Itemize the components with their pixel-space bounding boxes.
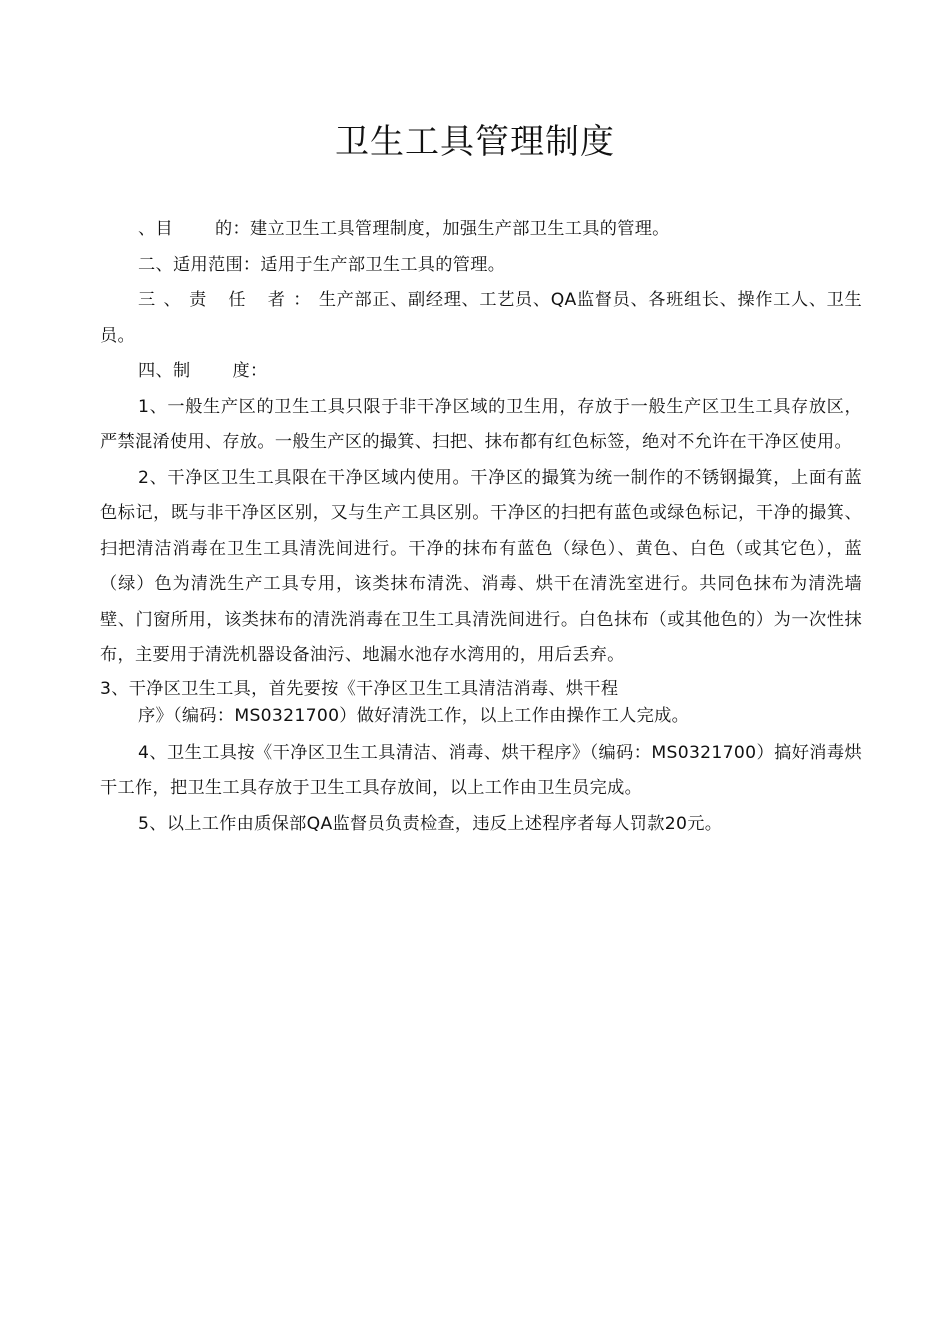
rules-heading-label-b: 度： [232, 361, 268, 381]
rule-5-paragraph: 5、以上工作由质保部QA监督员负责检查，违反上述程序者每人罚款20元。 [138, 813, 723, 834]
responsible-paragraph [100, 283, 862, 354]
purpose-paragraph [100, 212, 862, 248]
scope-paragraph [100, 248, 862, 284]
rule-3-line-1: 3、干净区卫生工具，首先要按《干净区卫生工具清洁消毒、烘干程 [100, 678, 619, 699]
purpose-text: 建立卫生工具管理制度，加强生产部卫生工具的管理。 [249, 219, 670, 239]
document-title: 卫生工具管理制度 [335, 122, 615, 162]
rule-1-paragraph: 1、一般生产区的卫生工具只限于非干净区域的卫生用，存放于一般生产区卫生工具存放区，严禁混淆使用、存放。一般生产区的撮箕、扫把、抹布都有红色标签，绝对不允许在干净区使用。 [100, 396, 862, 452]
purpose-label-a: 、目 [138, 219, 173, 239]
rule-3-line-2: 序》（编码：MS0321700）做好清洗工作，以上工作由操作工人完成。 [138, 705, 690, 726]
responsible-text: 生产部正、副经理、工艺员、QA监督员、各班组长、操作工人、卫生员。 [100, 290, 862, 346]
rule-3-paragraph [100, 676, 862, 730]
scope-text: 适用于生产部卫生工具的管理。 [260, 254, 506, 275]
rule-2-paragraph: 2、干净区卫生工具限在干净区域内使用。干净区的撮箕为统一制作的不锈钢撮箕，上面有蓝色标记，既与非干净区区别，又与生产工具区别。干净区的扫把有蓝色或绿色标记，干净的撮箕、扫把清洁消毒在卫生工具清洗间进行。干净的抹布有蓝色（绿色）、黄色、白色（或其它色），蓝（绿）色为清洗生产工具专用，该类抹布清洗、消毒、烘干在清洗室进行。共同色抹布为清洗墙壁、门窗所用，该类抹布的清洗消毒在卫生工具清洗间进行。白色抹布（或其他色的）为一次性抹布，主要用于清洗机器设备油污、地漏水池存水湾用的，用后丢弃。 [100, 467, 862, 665]
rules-heading [100, 354, 862, 390]
rule-4-paragraph: 4、卫生工具按《干净区卫生工具清洁、消毒、烘干程序》（编码：MS0321700）搞好消毒烘干工作，把卫生工具存放于卫生工具存放间，以上工作由卫生员完成。 [100, 742, 862, 798]
rules-heading-label-a: 四、制 [138, 361, 191, 381]
scope-label: 二、适用范围： [138, 254, 261, 275]
document-body [100, 212, 862, 842]
responsible-label: 三、责 任 者： [138, 290, 319, 310]
purpose-label-b: 的： [214, 219, 250, 239]
